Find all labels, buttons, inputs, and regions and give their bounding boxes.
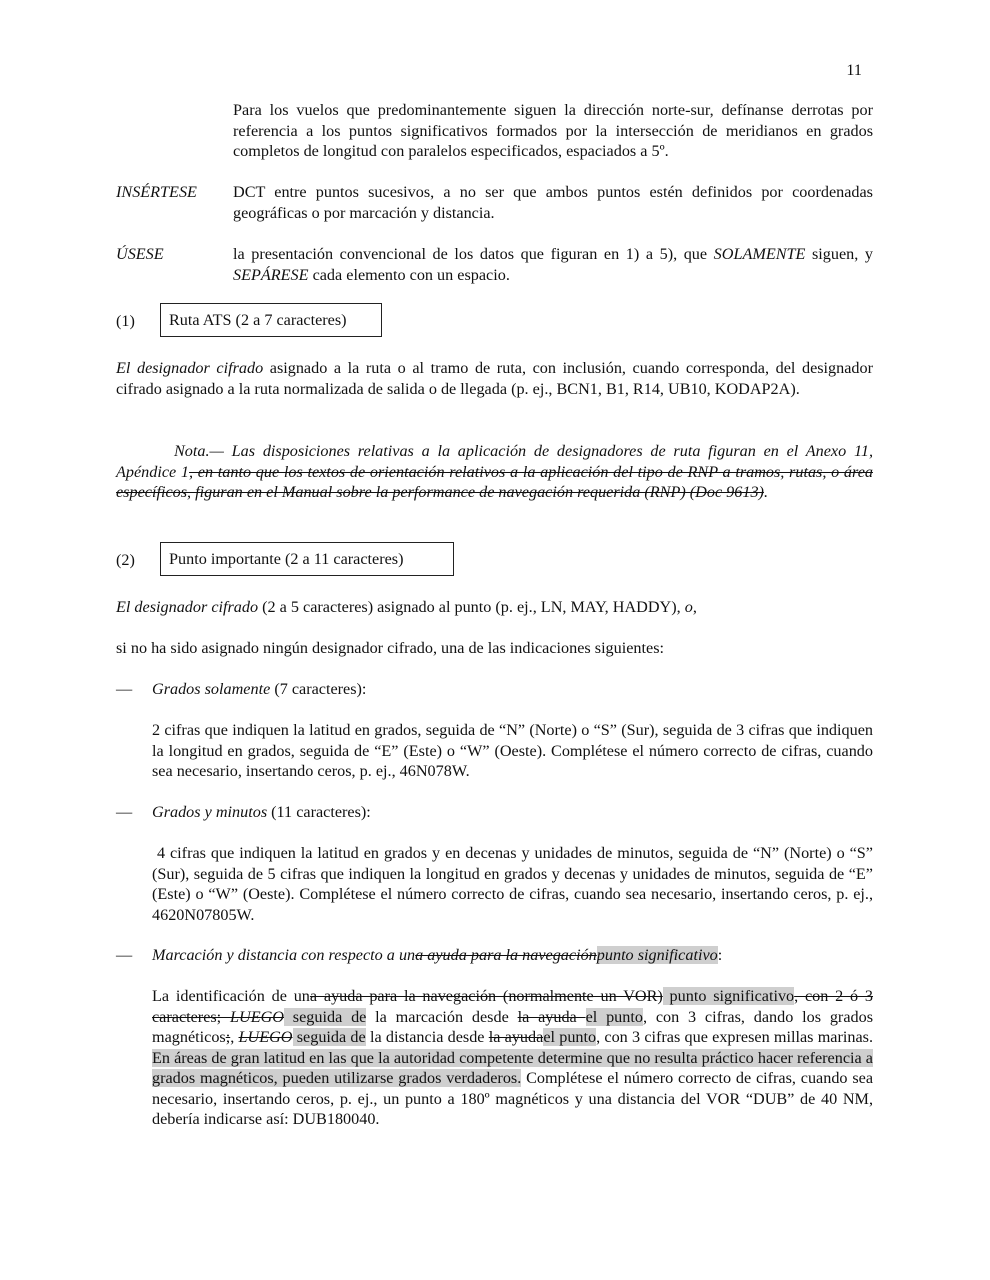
dash-bullet-minutos: — bbox=[116, 803, 133, 821]
field-box-punto-importante: Punto importante (2 a 11 caracteres) bbox=[160, 542, 454, 576]
item2-intro: si no ha sido asignado ningún designador cifrado, una de las indicaciones siguientes: bbox=[116, 639, 665, 657]
option-text-minutos: 4 cifras que indiquen la latitud en grados y en decenas y unidades de minutos, seguida de “N” (Norte) o “S” (Sur), seguida de 5 cifras que indiquen la longitud en grados y decenas y unidades de minutos, seguida de “E” (Este) o “W” (Oeste). Complétese el número correcto de cifras, cuando sea necesario, insertando ceros, p. ej., 4620N07805W. bbox=[152, 844, 878, 924]
item1-note: Nota.— Las disposiciones relativas a la aplicación de designadores de ruta figuran en el Anexo 11, Apéndice 1, en tanto que los textos de orientación relativos a la aplicación del tipo de RNP a tramos, rutas, o área específicos, figuran en el Manual sobre la performance de navegación requerida (RNP) (Doc 9613). bbox=[116, 442, 873, 501]
item-number-2: (2) bbox=[116, 551, 135, 569]
instruction-text-usese: la presentación convencional de los datos que figuran en 1) a 5), que SOLAMENTE siguen, y SEPÁRESE cada elemento con un espacio. bbox=[233, 245, 873, 284]
instruction-label-usese: ÚSESE bbox=[116, 245, 164, 263]
option-title-grados: Grados solamente (7 caracteres): bbox=[152, 680, 367, 698]
item-number-1: (1) bbox=[116, 312, 135, 330]
instruction-text-insertese: DCT entre puntos sucesivos, a no ser que ambos puntos estén definidos por coordenadas geográficas o por marcación y distancia. bbox=[233, 183, 873, 222]
option-text-grados: 2 cifras que indiquen la latitud en grados, seguida de “N” (Norte) o “S” (Sur), seguida de 3 cifras que indiquen la longitud en grados, seguida de “E” (Este) o “W” (Oeste). Complétese el número correcto de cifras, cuando sea necesario, insertando ceros, p. ej., 46N078W. bbox=[152, 721, 873, 780]
option-text-marcacion: La identificación de una ayuda para la navegación (normalmente un VOR) punto significativo, con 2 ó 3 caracteres; LUEGO seguida de la marcación desde la ayuda el punto, con 3 cifras, dando los grados magnéticos;, LUEGO seguida de la distancia desde la ayudael punto, con 3 cifras que expresen millas marinas. En áreas de gran latitud en las que la autoridad competente determine que no resulta práctico hacer referencia a grados magnéticos, pueden utilizarse grados verdaderos. Complétese el número correcto de cifras, cuando sea necesario, insertando ceros, p. ej., un punto a 180º magnéticos y una distancia del VOR “DUB” de 40 NM, debería indicarse así: DUB180040. bbox=[152, 987, 873, 1128]
item1-description: El designador cifrado asignado a la ruta o al tramo de ruta, con inclusión, cuando corresponda, del designador cifrado asignado a la ruta normalizada de salida o de llegada (p. ej., BCN1, B1, R14, UB10, KODAP2A). bbox=[116, 359, 873, 398]
dash-bullet-grados: — bbox=[116, 680, 133, 698]
dash-bullet-marcacion: — bbox=[116, 946, 133, 964]
item2-description: El designador cifrado (2 a 5 caracteres) asignado al punto (p. ej., LN, MAY, HADDY), o, bbox=[116, 598, 697, 616]
field-box-ruta-ats: Ruta ATS (2 a 7 caracteres) bbox=[160, 303, 382, 337]
instruction-label-insertese: INSÉRTESE bbox=[116, 183, 197, 201]
page-number: 11 bbox=[846, 61, 862, 79]
option-title-marcacion: Marcación y distancia con respecto a una ayuda para la navegaciónpunto significativo: bbox=[152, 946, 723, 964]
paragraph-intro: Para los vuelos que predominantemente siguen la dirección norte-sur, defínanse derrotas por referencia a los puntos significativos formados por la intersección de meridianos en grados completos de longitud con paralelos especificados, espaciados a 5º. bbox=[233, 101, 873, 160]
option-title-minutos: Grados y minutos (11 caracteres): bbox=[152, 803, 371, 821]
